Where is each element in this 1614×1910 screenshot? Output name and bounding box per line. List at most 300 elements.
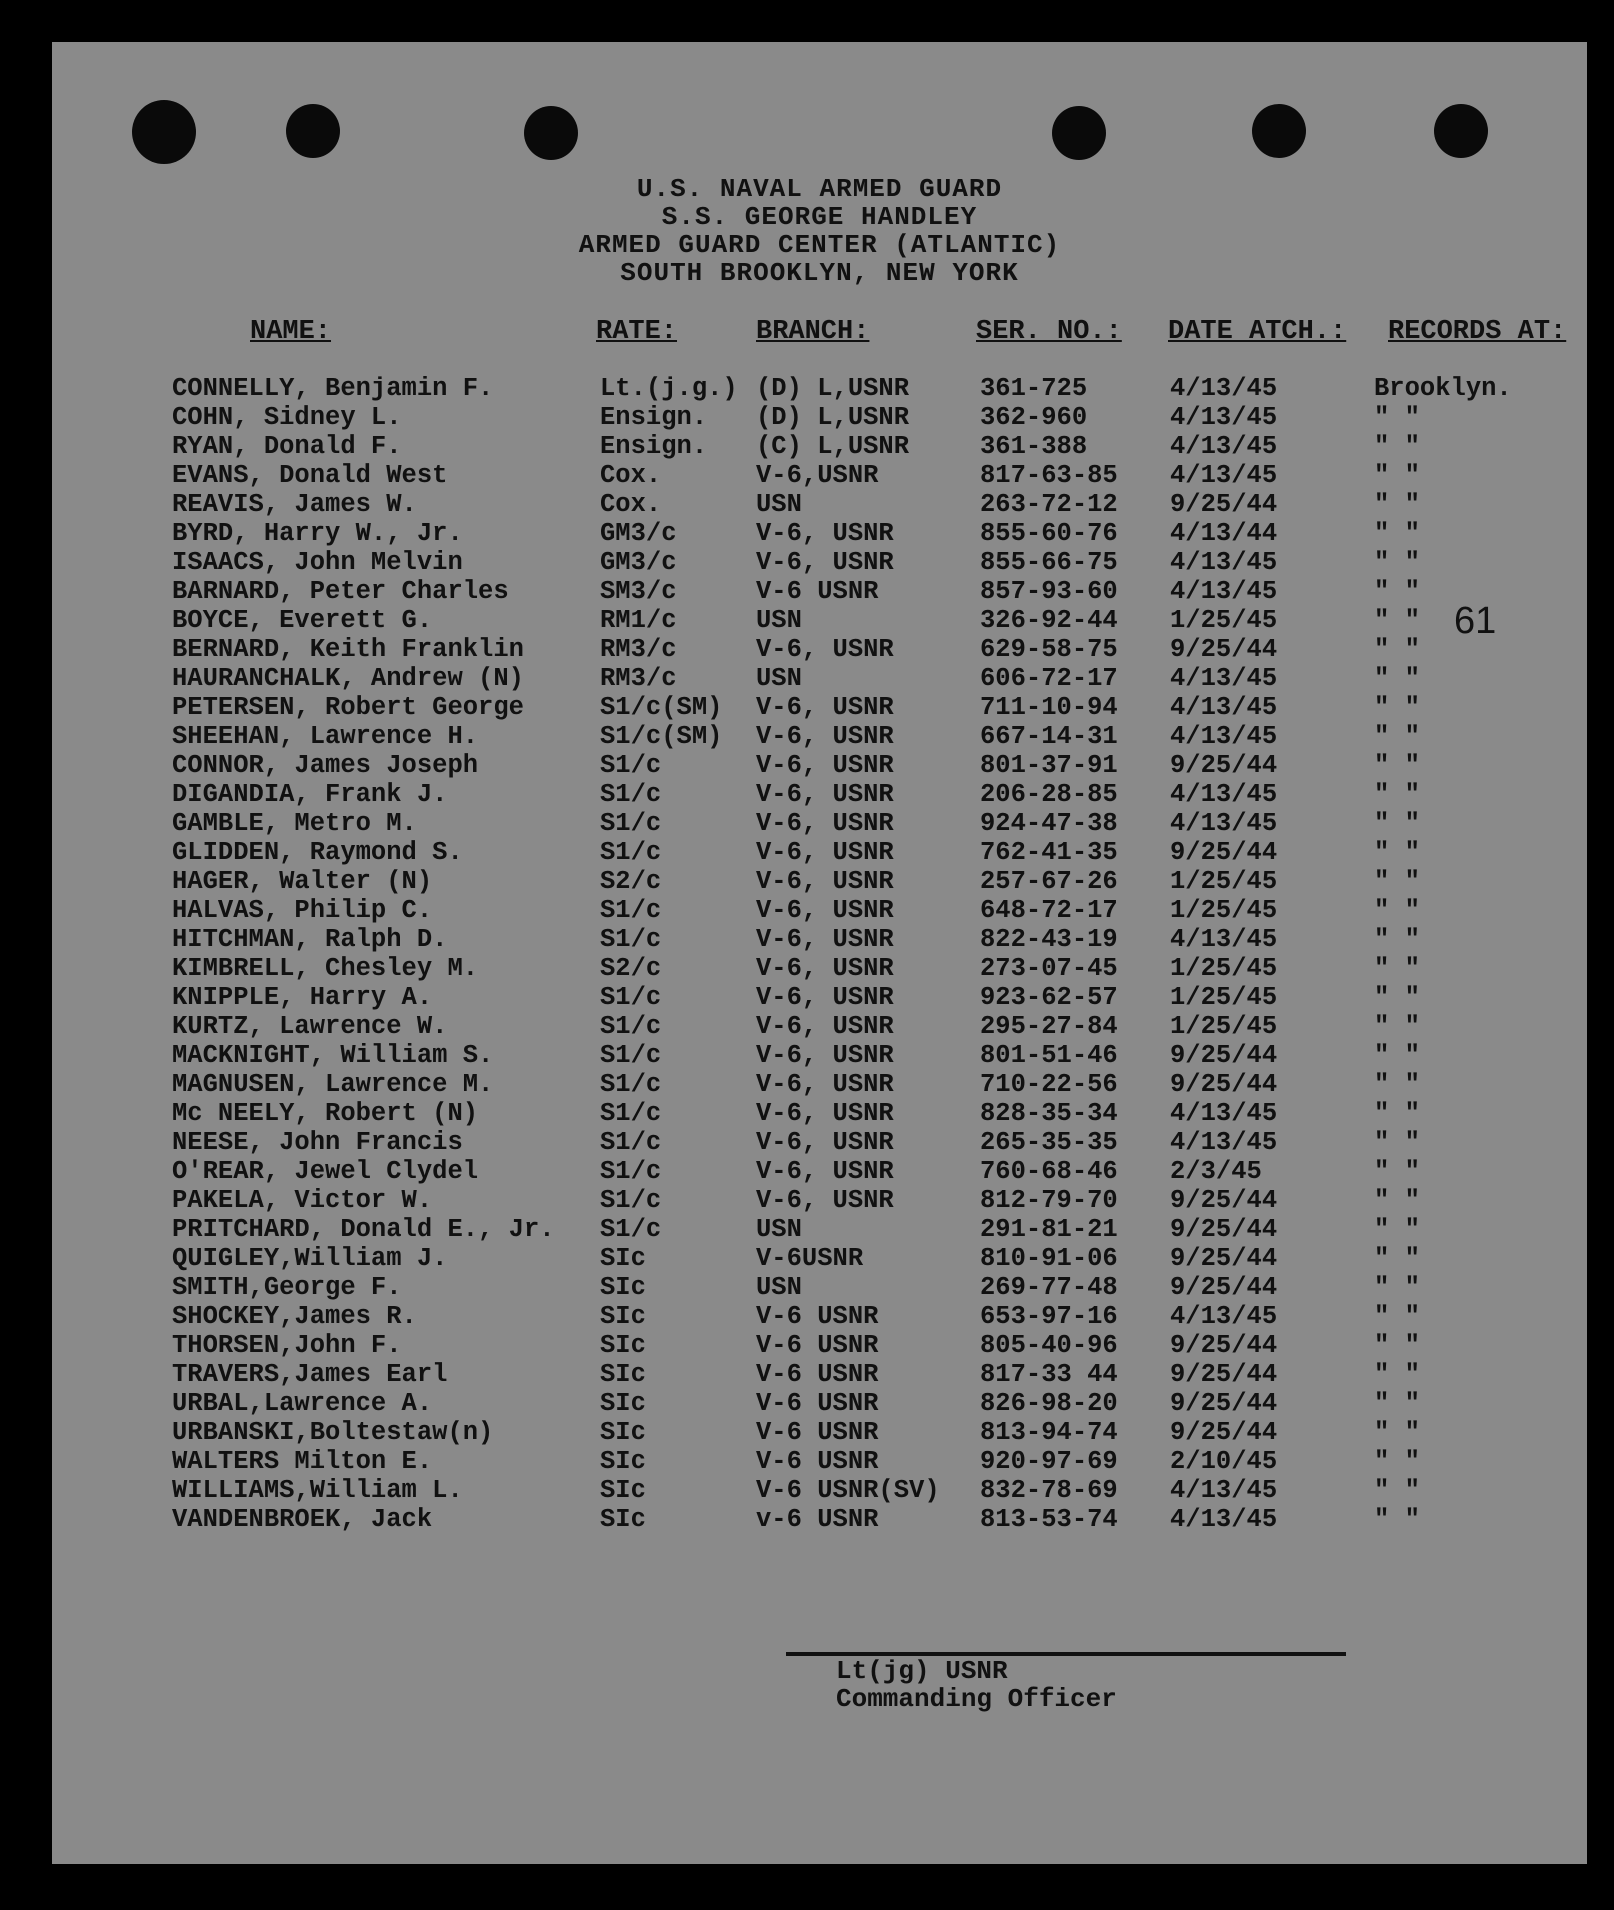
row-branch: (D) L,USNR <box>756 374 910 403</box>
row-ser-no: 826-98-20 <box>980 1389 1118 1418</box>
row-branch: V-6, USNR <box>756 838 894 867</box>
row-branch: USN <box>756 606 802 635</box>
table-row <box>52 606 1587 635</box>
row-records-at: " " <box>1374 577 1420 606</box>
row-branch: V-6, USNR <box>756 925 894 954</box>
row-records-at: " " <box>1374 780 1420 809</box>
table-row <box>52 954 1587 983</box>
table-row <box>52 867 1587 896</box>
row-rate: S1/c <box>600 1070 662 1099</box>
row-date-atch: 4/13/45 <box>1170 722 1278 751</box>
table-row <box>52 983 1587 1012</box>
signature-rank: Lt(jg) USNR <box>836 1656 1008 1686</box>
row-branch: V-6, USNR <box>756 722 894 751</box>
row-records-at: " " <box>1374 490 1420 519</box>
table-row <box>52 925 1587 954</box>
table-row <box>52 1128 1587 1157</box>
row-rate: S1/c <box>600 1128 662 1157</box>
row-name: GLIDDEN, Raymond S. <box>172 838 463 867</box>
row-date-atch: 4/13/45 <box>1170 1099 1278 1128</box>
table-row <box>52 461 1587 490</box>
row-records-at: " " <box>1374 403 1420 432</box>
table-row <box>52 1041 1587 1070</box>
punch-hole <box>132 100 196 164</box>
table-row <box>52 432 1587 461</box>
row-records-at: " " <box>1374 1331 1420 1360</box>
row-ser-no: 362-960 <box>980 403 1088 432</box>
row-branch: V-6 USNR <box>756 1447 879 1476</box>
row-records-at: " " <box>1374 606 1420 635</box>
row-name: BYRD, Harry W., Jr. <box>172 519 463 548</box>
row-date-atch: 4/13/45 <box>1170 693 1278 722</box>
row-branch: V-6, USNR <box>756 1012 894 1041</box>
row-ser-no: 257-67-26 <box>980 867 1118 896</box>
table-row <box>52 722 1587 751</box>
row-rate: GM3/c <box>600 519 677 548</box>
margin-handwritten-mark: 61 <box>1454 600 1497 642</box>
row-name: URBAL,Lawrence A. <box>172 1389 433 1418</box>
column-header-records-at: RECORDS AT: <box>1388 317 1567 347</box>
row-rate: S1/c(SM) <box>600 722 723 751</box>
row-ser-no: 269-77-48 <box>980 1273 1118 1302</box>
row-ser-no: 817-63-85 <box>980 461 1118 490</box>
row-branch: v-6 USNR <box>756 1505 879 1534</box>
row-records-at: " " <box>1374 1244 1420 1273</box>
row-date-atch: 4/13/45 <box>1170 925 1278 954</box>
row-date-atch: 4/13/45 <box>1170 1476 1278 1505</box>
row-name: KIMBRELL, Chesley M. <box>172 954 479 983</box>
column-header-ser-no: SER. NO.: <box>976 317 1122 347</box>
row-name: Mc NEELY, Robert (N) <box>172 1099 479 1128</box>
header-line-4: SOUTH BROOKLYN, NEW YORK <box>620 258 1019 288</box>
row-branch: V-6, USNR <box>756 809 894 838</box>
row-date-atch: 9/25/44 <box>1170 490 1278 519</box>
table-row <box>52 1505 1587 1534</box>
row-ser-no: 273-07-45 <box>980 954 1118 983</box>
row-ser-no: 801-37-91 <box>980 751 1118 780</box>
table-row <box>52 1215 1587 1244</box>
row-name: GAMBLE, Metro M. <box>172 809 417 838</box>
row-ser-no: 805-40-96 <box>980 1331 1118 1360</box>
row-records-at: " " <box>1374 1476 1420 1505</box>
row-branch: V-6,USNR <box>756 461 879 490</box>
row-branch: V-6 USNR <box>756 1389 879 1418</box>
row-branch: V-6, USNR <box>756 780 894 809</box>
row-name: HITCHMAN, Ralph D. <box>172 925 448 954</box>
row-rate: SIc <box>600 1476 646 1505</box>
row-records-at: " " <box>1374 925 1420 954</box>
row-records-at: " " <box>1374 954 1420 983</box>
row-branch: V-6, USNR <box>756 1099 894 1128</box>
row-ser-no: 629-58-75 <box>980 635 1118 664</box>
row-ser-no: 667-14-31 <box>980 722 1118 751</box>
row-date-atch: 9/25/44 <box>1170 1215 1278 1244</box>
row-records-at: " " <box>1374 896 1420 925</box>
row-date-atch: 4/13/45 <box>1170 664 1278 693</box>
row-records-at: " " <box>1374 1070 1420 1099</box>
row-name: SHOCKEY,James R. <box>172 1302 417 1331</box>
table-row <box>52 1360 1587 1389</box>
row-name: BARNARD, Peter Charles <box>172 577 509 606</box>
row-rate: S1/c <box>600 1186 662 1215</box>
column-header-date-atch: DATE ATCH.: <box>1168 317 1347 347</box>
row-records-at: Brooklyn. <box>1374 374 1512 403</box>
row-rate: GM3/c <box>600 548 677 577</box>
row-date-atch: 4/13/45 <box>1170 432 1278 461</box>
table-row <box>52 490 1587 519</box>
row-date-atch: 9/25/44 <box>1170 635 1278 664</box>
row-name: WILLIAMS,William L. <box>172 1476 463 1505</box>
row-date-atch: 9/25/44 <box>1170 1070 1278 1099</box>
row-records-at: " " <box>1374 838 1420 867</box>
row-name: MAGNUSEN, Lawrence M. <box>172 1070 494 1099</box>
row-name: ISAACS, John Melvin <box>172 548 463 577</box>
row-ser-no: 326-92-44 <box>980 606 1118 635</box>
row-rate: S1/c <box>600 751 662 780</box>
row-date-atch: 4/13/45 <box>1170 809 1278 838</box>
row-ser-no: 760-68-46 <box>980 1157 1118 1186</box>
row-name: KURTZ, Lawrence W. <box>172 1012 448 1041</box>
punch-hole <box>524 106 578 160</box>
roster-table <box>52 374 1587 1534</box>
row-rate: S1/c <box>600 983 662 1012</box>
row-records-at: " " <box>1374 1128 1420 1157</box>
row-date-atch: 1/25/45 <box>1170 896 1278 925</box>
table-row <box>52 548 1587 577</box>
row-name: REAVIS, James W. <box>172 490 417 519</box>
row-rate: S1/c(SM) <box>600 693 723 722</box>
row-rate: SIc <box>600 1273 646 1302</box>
row-rate: S1/c <box>600 1099 662 1128</box>
table-row <box>52 1186 1587 1215</box>
row-name: KNIPPLE, Harry A. <box>172 983 433 1012</box>
table-row <box>52 1273 1587 1302</box>
row-date-atch: 4/13/45 <box>1170 403 1278 432</box>
row-name: PAKELA, Victor W. <box>172 1186 433 1215</box>
row-name: WALTERS Milton E. <box>172 1447 433 1476</box>
row-records-at: " " <box>1374 432 1420 461</box>
row-date-atch: 4/13/45 <box>1170 1505 1278 1534</box>
row-name: DIGANDIA, Frank J. <box>172 780 448 809</box>
row-rate: Ensign. <box>600 432 708 461</box>
row-name: QUIGLEY,William J. <box>172 1244 448 1273</box>
row-rate: S2/c <box>600 954 662 983</box>
row-date-atch: 1/25/45 <box>1170 867 1278 896</box>
row-rate: SIc <box>600 1360 646 1389</box>
row-branch: V-6USNR <box>756 1244 864 1273</box>
row-records-at: " " <box>1374 693 1420 722</box>
row-date-atch: 1/25/45 <box>1170 983 1278 1012</box>
table-row <box>52 403 1587 432</box>
row-name: O'REAR, Jewel Clydel <box>172 1157 479 1186</box>
row-records-at: " " <box>1374 1273 1420 1302</box>
row-ser-no: 857-93-60 <box>980 577 1118 606</box>
row-date-atch: 4/13/45 <box>1170 374 1278 403</box>
table-row <box>52 1447 1587 1476</box>
row-branch: USN <box>756 490 802 519</box>
header-line-1: U.S. NAVAL ARMED GUARD <box>636 174 1003 204</box>
row-records-at: " " <box>1374 751 1420 780</box>
row-ser-no: 801-51-46 <box>980 1041 1118 1070</box>
row-date-atch: 9/25/44 <box>1170 1041 1278 1070</box>
row-name: BOYCE, Everett G. <box>172 606 433 635</box>
row-date-atch: 9/25/44 <box>1170 1244 1278 1273</box>
row-date-atch: 9/25/44 <box>1170 1331 1278 1360</box>
row-branch: V-6 USNR <box>756 577 879 606</box>
table-row <box>52 1418 1587 1447</box>
row-records-at: " " <box>1374 809 1420 838</box>
row-branch: V-6, USNR <box>756 1157 894 1186</box>
row-ser-no: 817-33 44 <box>980 1360 1118 1389</box>
table-row <box>52 1331 1587 1360</box>
row-rate: S1/c <box>600 1157 662 1186</box>
row-records-at: " " <box>1374 1041 1420 1070</box>
row-ser-no: 711-10-94 <box>980 693 1118 722</box>
row-branch: V-6, USNR <box>756 896 894 925</box>
row-branch: V-6, USNR <box>756 983 894 1012</box>
row-name: PRITCHARD, Donald E., Jr. <box>172 1215 555 1244</box>
row-branch: (D) L,USNR <box>756 403 910 432</box>
row-records-at: " " <box>1374 1447 1420 1476</box>
row-name: CONNELLY, Benjamin F. <box>172 374 494 403</box>
row-rate: RM1/c <box>600 606 677 635</box>
row-branch: V-6, USNR <box>756 867 894 896</box>
row-ser-no: 812-79-70 <box>980 1186 1118 1215</box>
row-branch: USN <box>756 1215 802 1244</box>
table-row <box>52 664 1587 693</box>
row-name: VANDENBROEK, Jack <box>172 1505 433 1534</box>
row-name: HALVAS, Philip C. <box>172 896 433 925</box>
punch-hole <box>1252 104 1306 158</box>
row-date-atch: 9/25/44 <box>1170 751 1278 780</box>
row-rate: Cox. <box>600 461 662 490</box>
row-date-atch: 1/25/45 <box>1170 954 1278 983</box>
row-rate: S1/c <box>600 1012 662 1041</box>
column-header-branch: BRANCH: <box>756 317 870 347</box>
row-name: COHN, Sidney L. <box>172 403 402 432</box>
row-rate: SIc <box>600 1505 646 1534</box>
table-row <box>52 751 1587 780</box>
row-rate: S1/c <box>600 896 662 925</box>
signature-title: Commanding Officer <box>836 1684 1117 1714</box>
row-branch: V-6, USNR <box>756 751 894 780</box>
row-rate: Cox. <box>600 490 662 519</box>
row-branch: V-6, USNR <box>756 548 894 577</box>
row-name: BERNARD, Keith Franklin <box>172 635 524 664</box>
table-row <box>52 1099 1587 1128</box>
row-rate: RM3/c <box>600 635 677 664</box>
row-rate: S1/c <box>600 925 662 954</box>
row-branch: V-6, USNR <box>756 954 894 983</box>
row-records-at: " " <box>1374 722 1420 751</box>
row-name: PETERSEN, Robert George <box>172 693 524 722</box>
table-row <box>52 693 1587 722</box>
row-branch: (C) L,USNR <box>756 432 910 461</box>
row-rate: SIc <box>600 1447 646 1476</box>
row-records-at: " " <box>1374 1215 1420 1244</box>
row-name: MACKNIGHT, William S. <box>172 1041 494 1070</box>
row-branch: V-6, USNR <box>756 1128 894 1157</box>
row-records-at: " " <box>1374 1360 1420 1389</box>
row-rate: RM3/c <box>600 664 677 693</box>
table-row <box>52 374 1587 403</box>
row-records-at: " " <box>1374 461 1420 490</box>
row-date-atch: 4/13/45 <box>1170 461 1278 490</box>
table-row <box>52 1476 1587 1505</box>
row-ser-no: 920-97-69 <box>980 1447 1118 1476</box>
row-date-atch: 9/25/44 <box>1170 1418 1278 1447</box>
row-branch: V-6, USNR <box>756 519 894 548</box>
table-row <box>52 1157 1587 1186</box>
column-header-name: NAME: <box>250 317 332 347</box>
table-row <box>52 577 1587 606</box>
table-row <box>52 809 1587 838</box>
row-rate: SM3/c <box>600 577 677 606</box>
row-rate: SIc <box>600 1389 646 1418</box>
row-date-atch: 4/13/44 <box>1170 519 1278 548</box>
row-name: SMITH,George F. <box>172 1273 402 1302</box>
row-rate: SIc <box>600 1302 646 1331</box>
punch-hole <box>286 104 340 158</box>
header-line-2: S.S. GEORGE HANDLEY <box>661 202 978 232</box>
header-line-3: ARMED GUARD CENTER (ATLANTIC) <box>578 230 1061 260</box>
row-records-at: " " <box>1374 867 1420 896</box>
row-ser-no: 653-97-16 <box>980 1302 1118 1331</box>
row-rate: S1/c <box>600 780 662 809</box>
row-records-at: " " <box>1374 548 1420 577</box>
row-ser-no: 295-27-84 <box>980 1012 1118 1041</box>
row-records-at: " " <box>1374 983 1420 1012</box>
row-date-atch: 9/25/44 <box>1170 1186 1278 1215</box>
row-ser-no: 648-72-17 <box>980 896 1118 925</box>
row-ser-no: 822-43-19 <box>980 925 1118 954</box>
row-date-atch: 9/25/44 <box>1170 1360 1278 1389</box>
row-branch: V-6 USNR(SV) <box>756 1476 940 1505</box>
row-date-atch: 4/13/45 <box>1170 577 1278 606</box>
row-rate: S1/c <box>600 838 662 867</box>
row-date-atch: 4/13/45 <box>1170 780 1278 809</box>
row-name: HAGER, Walter (N) <box>172 867 433 896</box>
row-date-atch: 9/25/44 <box>1170 1273 1278 1302</box>
table-row <box>52 838 1587 867</box>
row-ser-no: 265-35-35 <box>980 1128 1118 1157</box>
row-ser-no: 813-53-74 <box>980 1505 1118 1534</box>
row-ser-no: 924-47-38 <box>980 809 1118 838</box>
table-row <box>52 635 1587 664</box>
row-rate: SIc <box>600 1418 646 1447</box>
table-row <box>52 780 1587 809</box>
row-records-at: " " <box>1374 1302 1420 1331</box>
row-branch: V-6, USNR <box>756 1041 894 1070</box>
row-records-at: " " <box>1374 519 1420 548</box>
column-header-rate: RATE: <box>596 317 678 347</box>
row-ser-no: 206-28-85 <box>980 780 1118 809</box>
row-ser-no: 855-66-75 <box>980 548 1118 577</box>
row-branch: V-6 USNR <box>756 1418 879 1447</box>
row-records-at: " " <box>1374 1418 1420 1447</box>
row-records-at: " " <box>1374 1186 1420 1215</box>
punch-hole <box>1434 104 1488 158</box>
punch-hole <box>1052 106 1106 160</box>
row-branch: V-6 USNR <box>756 1360 879 1389</box>
row-name: RYAN, Donald F. <box>172 432 402 461</box>
row-date-atch: 1/25/45 <box>1170 606 1278 635</box>
row-name: CONNOR, James Joseph <box>172 751 479 780</box>
row-rate: S2/c <box>600 867 662 896</box>
row-ser-no: 855-60-76 <box>980 519 1118 548</box>
row-ser-no: 828-35-34 <box>980 1099 1118 1128</box>
row-rate: S1/c <box>600 809 662 838</box>
row-date-atch: 4/13/45 <box>1170 1302 1278 1331</box>
row-date-atch: 9/25/44 <box>1170 1389 1278 1418</box>
row-rate: SIc <box>600 1331 646 1360</box>
row-name: TRAVERS,James Earl <box>172 1360 448 1389</box>
row-ser-no: 762-41-35 <box>980 838 1118 867</box>
row-records-at: " " <box>1374 1157 1420 1186</box>
row-ser-no: 832-78-69 <box>980 1476 1118 1505</box>
row-records-at: " " <box>1374 635 1420 664</box>
table-row <box>52 1302 1587 1331</box>
row-rate: Ensign. <box>600 403 708 432</box>
row-branch: V-6, USNR <box>756 1070 894 1099</box>
row-branch: V-6 USNR <box>756 1302 879 1331</box>
table-row <box>52 896 1587 925</box>
row-ser-no: 810-91-06 <box>980 1244 1118 1273</box>
row-name: HAURANCHALK, Andrew (N) <box>172 664 524 693</box>
row-branch: V-6, USNR <box>756 693 894 722</box>
row-rate: Lt.(j.g.) <box>600 374 738 403</box>
row-branch: V-6 USNR <box>756 1331 879 1360</box>
row-branch: USN <box>756 664 802 693</box>
row-ser-no: 263-72-12 <box>980 490 1118 519</box>
row-records-at: " " <box>1374 1505 1420 1534</box>
row-date-atch: 4/13/45 <box>1170 1128 1278 1157</box>
row-date-atch: 2/3/45 <box>1170 1157 1262 1186</box>
row-rate: SIc <box>600 1244 646 1273</box>
table-row <box>52 1244 1587 1273</box>
table-row <box>52 1389 1587 1418</box>
row-records-at: " " <box>1374 664 1420 693</box>
row-name: EVANS, Donald West <box>172 461 448 490</box>
row-ser-no: 710-22-56 <box>980 1070 1118 1099</box>
row-date-atch: 1/25/45 <box>1170 1012 1278 1041</box>
row-name: THORSEN,John F. <box>172 1331 402 1360</box>
row-ser-no: 813-94-74 <box>980 1418 1118 1447</box>
row-branch: V-6, USNR <box>756 1186 894 1215</box>
row-date-atch: 2/10/45 <box>1170 1447 1278 1476</box>
row-ser-no: 923-62-57 <box>980 983 1118 1012</box>
row-branch: V-6, USNR <box>756 635 894 664</box>
row-name: NEESE, John Francis <box>172 1128 463 1157</box>
document-page <box>52 42 1587 1864</box>
row-records-at: " " <box>1374 1012 1420 1041</box>
table-row <box>52 1012 1587 1041</box>
row-records-at: " " <box>1374 1389 1420 1418</box>
row-ser-no: 361-388 <box>980 432 1088 461</box>
row-records-at: " " <box>1374 1099 1420 1128</box>
table-row <box>52 519 1587 548</box>
row-date-atch: 9/25/44 <box>1170 838 1278 867</box>
row-date-atch: 4/13/45 <box>1170 548 1278 577</box>
row-rate: S1/c <box>600 1215 662 1244</box>
row-rate: S1/c <box>600 1041 662 1070</box>
row-name: URBANSKI,Boltestaw(n) <box>172 1418 494 1447</box>
row-branch: USN <box>756 1273 802 1302</box>
table-row <box>52 1070 1587 1099</box>
row-name: SHEEHAN, Lawrence H. <box>172 722 479 751</box>
row-ser-no: 291-81-21 <box>980 1215 1118 1244</box>
row-ser-no: 361-725 <box>980 374 1088 403</box>
